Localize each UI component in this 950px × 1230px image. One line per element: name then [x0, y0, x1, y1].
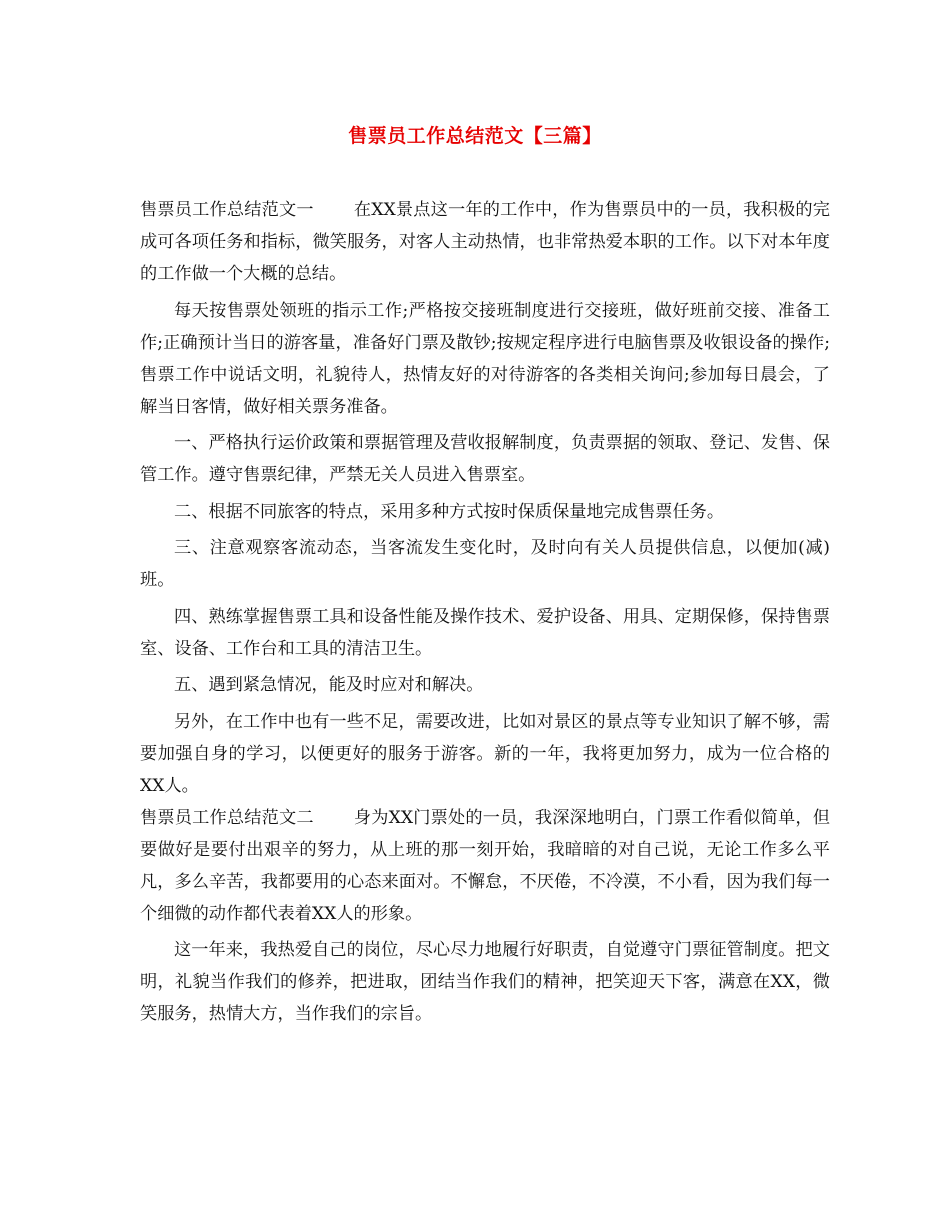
document-title: 售票员工作总结范文【三篇】	[348, 125, 602, 147]
document-body	[140, 194, 830, 1035]
section-1-paragraph-7: 另外，在工作中也有一些不足，需要改进，比如对景区的景点等专业知识了解不够，需要加强自身的学习，以便更好的服务于游客。新的一年，我将更加努力，成为一位合格的XX人。	[140, 711, 830, 796]
section-1-paragraph-4: 三、注意观察客流动态，当客流发生变化时，及时向有关人员提供信息，以便加(减)班。	[140, 538, 830, 590]
section-1-heading: 售票员工作总结范文一	[140, 200, 314, 220]
section-1-paragraph-3: 二、根据不同旅客的特点，采用多种方式按时保质保量地完成售票任务。	[174, 501, 725, 522]
section-1-paragraph-1: 每天按售票处领班的指示工作;严格按交接班制度进行交接班，做好班前交接、准备工作;正确预计当日的游客量，准备好门票及散钞;按规定程序进行电脑售票及收银设备的操作;售票工作中说话文明，礼貌待人，热情友好的对待游客的各类相关询问;参加每日晨会，了解当日客情，做好相关票务准备。	[140, 300, 830, 417]
section-2-paragraph-1: 这一年来，我热爱自己的岗位，尽心尽力地履行好职责，自觉遵守门票征管制度。把文明，礼貌当作我们的修养，把进取，团结当作我们的精神，把笑迎天下客，满意在XX，微笑服务，热情大方，当作我们的宗旨。	[140, 940, 830, 1024]
section-1-paragraph-5: 四、熟练掌握售票工具和设备性能及操作技术、爱护设备、用具、定期保修，保持售票室、设备、工作台和工具的清洁卫生。	[140, 606, 830, 659]
section-2-opening	[140, 802, 830, 930]
section-2-heading: 售票员工作总结范文二	[140, 807, 314, 828]
section-1-intro: 在XX景点这一年的工作中，作为售票员中的一员，我积极的完成可各项任务和指标，微笑服务，对客人主动热情，也非常热爱本职的工作。以下对本年度的工作做一个大概的总结。	[140, 200, 830, 284]
section-1-paragraph-2: 一、严格执行运价政策和票据管理及营收报解制度，负责票据的领取、登记、发售、保管工作。遵守售票纪律，严禁无关人员进入售票室。	[140, 433, 830, 485]
section-2-intro: 身为XX门票处的一员，我深深地明白，门票工作看似简单，但要做好是要付出艰辛的努力，从上班的那一刻开始，我暗暗的对自己说，无论工作多么平凡，多么辛苦，我都要用的心态来面对。不懈怠，不厌倦，不冷漠，不小看，因为我们每一个细微的动作都代表着XX人的形象。	[140, 807, 830, 924]
section-1-paragraph-6: 五、遇到紧急情况，能及时应对和解决。	[174, 675, 484, 695]
section-1-opening	[140, 194, 830, 290]
